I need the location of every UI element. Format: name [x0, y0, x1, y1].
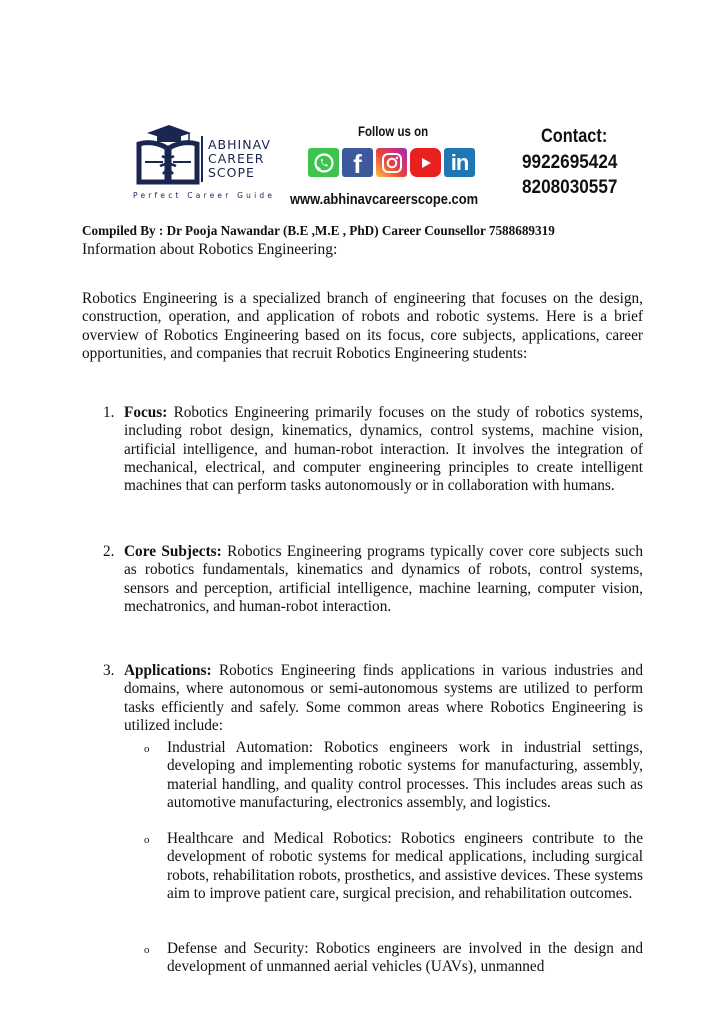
contact-phone: 8208030557 — [522, 176, 618, 198]
brand-tagline: Perfect Career Guide — [133, 191, 276, 200]
list-number: 1. — [103, 404, 115, 421]
sub-item-healthcare-robotics: Healthcare and Medical Robotics: Robotics engineers contribute to the development of robotic systems for medical applications, including surgical robots, rehabilitation robots, prosthetics, and assistive devices. These systems aim to improve patient care, surgical precision, and rehabilitation outcomes. — [167, 830, 643, 902]
instagram-icon[interactable] — [376, 148, 407, 177]
brand-divider — [201, 136, 203, 182]
list-item-label: Focus: — [124, 404, 168, 421]
list-item-label: Core Subjects: — [124, 543, 222, 560]
sub-bullet-icon: o — [144, 834, 150, 846]
social-icons — [308, 148, 475, 177]
list-item-label: Applications: — [124, 662, 212, 679]
contact-title: Contact: — [541, 126, 608, 147]
sub-bullet-icon: o — [144, 743, 150, 755]
linkedin-icon[interactable]: in — [444, 148, 475, 177]
website-link[interactable]: www.abhinavcareerscope.com — [290, 191, 479, 208]
whatsapp-icon[interactable] — [308, 148, 339, 177]
sub-item-industrial-automation: Industrial Automation: Robotics engineers work in industrial settings, developing and implementing robotic systems for manufacturing, assembly, material handling, and quality control processes. This includes areas such as automotive manufacturing, electronics assembly, and logistics. — [167, 739, 643, 811]
list-item-text: Robotics Engineering finds applications in various industries and domains, where autonomous or semi-autonomous systems are utilized to perform tasks efficiently and safely. Some common areas where Robotics Engineering is utilized include: — [124, 662, 643, 734]
graduation-cap-book-icon — [133, 124, 203, 188]
brand-name-line: SCOPE — [208, 165, 255, 180]
contact-phone: 9922695424 — [522, 151, 618, 173]
facebook-icon[interactable]: f — [342, 148, 373, 177]
list-item-text: Robotics Engineering primarily focuses on the study of robotics systems, including robot design, kinematics, dynamics, control systems, machine vision, artificial intelligence, and human-robot interaction. It involves the integration of mechanical, electrical, and computer engineering principles to create intelligent machines that can perform tasks autonomously or in collaboration with humans. — [124, 404, 643, 495]
follow-us-label: Follow us on — [358, 124, 429, 139]
list-item-core-subjects — [124, 543, 643, 616]
brand-name-line: ABHINAV — [208, 137, 271, 152]
sub-item-defense-security: Defense and Security: Robotics engineers are involved in the design and development of unmanned aerial vehicles (UAVs), unmanned — [167, 940, 643, 976]
intro-paragraph: Robotics Engineering is a specialized branch of engineering that focuses on the design, construction, operation, and application of robots and robotic systems. Here is a brief overview of Robotics Engineering based on its focus, core subjects, applications, career opportunities, and companies that recruit Robotics Engineering students: — [82, 290, 643, 362]
sub-bullet-icon: o — [144, 944, 150, 956]
list-number: 3. — [103, 662, 115, 679]
brand-name — [208, 138, 271, 180]
list-number: 2. — [103, 543, 115, 560]
youtube-icon[interactable] — [410, 148, 441, 177]
list-item-text: Robotics Engineering programs typically cover core subjects such as robotics fundamentals, kinematics and dynamics of robots, control systems, sensors and perception, artificial intelligence, machine learning, computer vision, mechatronics, and human-robot interaction. — [124, 543, 643, 615]
list-item-focus — [124, 404, 643, 495]
list-item-applications — [124, 662, 643, 735]
document-heading: Information about Robotics Engineering: — [82, 241, 338, 258]
brand-name-line: CAREER — [208, 151, 265, 166]
compiled-by-line: Compiled By : Dr Pooja Nawandar (B.E ,M.E , PhD) Career Counsellor 7588689319 — [82, 223, 555, 238]
